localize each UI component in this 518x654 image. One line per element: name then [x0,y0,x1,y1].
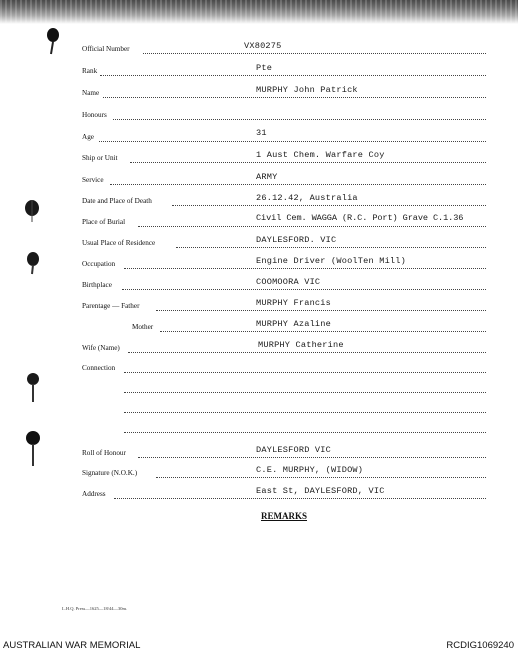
binding-hole-4 [24,370,42,404]
value-roll-of-honour: DAYLESFORD VIC [256,445,331,455]
dotted-line [130,162,486,163]
dotted-line [122,289,486,290]
value-burial: Civil Cem. WAGGA (R.C. Port) Grave C.1.36 [256,213,464,223]
label-burial: Place of Burial [82,218,126,226]
dotted-line [172,205,486,206]
remarks-heading: REMARKS [261,511,308,521]
value-rank: Pte [256,63,273,73]
label-service: Service [82,176,104,184]
dotted-line [138,226,486,227]
label-address: Address [82,490,106,498]
dotted-line [160,331,486,332]
value-service: ARMY [256,172,278,182]
dotted-line [176,247,486,248]
label-connection: Connection [82,364,116,372]
label-residence: Usual Place of Residence [82,239,156,247]
value-death: 26.12.42, Australia [256,193,358,203]
binding-hole-2 [22,196,42,226]
label-official-number: Official Number [82,45,130,53]
binding-hole-5 [24,428,42,468]
dotted-line [124,412,486,413]
dotted-line [99,141,486,142]
value-birthplace: COOMOORA VIC [256,277,321,287]
value-mother: MURPHY Azaline [256,319,331,329]
dotted-line [103,97,486,98]
label-wife: Wife (Name) [82,344,120,352]
dotted-line [124,372,486,373]
label-father: Parentage — Father [82,302,140,310]
binding-hole-1 [44,26,64,56]
footer-institution: AUSTRALIAN WAR MEMORIAL [3,640,141,651]
dotted-line [113,119,486,120]
value-address: East St, DAYLESFORD, VIC [256,486,385,496]
label-birthplace: Birthplace [82,281,112,289]
label-rank: Rank [82,67,98,75]
print-note: L.H.Q. Press—1625—18/44—30m. [62,606,128,611]
value-wife: MURPHY Catherine [258,340,344,350]
label-mother: Mother [132,323,154,331]
value-residence: DAYLESFORD. VIC [256,235,337,245]
label-occupation: Occupation [82,260,116,268]
dotted-line [124,392,486,393]
dotted-line [156,477,486,478]
dotted-line [114,498,486,499]
binding-hole-3 [24,250,42,276]
footer-record-id: RCDIG1069240 [446,640,514,651]
value-father: MURPHY Francis [256,298,331,308]
value-age: 31 [256,128,267,138]
value-signature: C.E. MURPHY, (WIDOW) [256,465,364,475]
dotted-line [124,432,486,433]
label-age: Age [82,133,94,141]
value-official-number: VX80275 [244,41,282,51]
value-ship-or-unit: 1 Aust Chem. Warfare Coy [256,150,385,160]
dotted-line [156,310,486,311]
value-name: MURPHY John Patrick [256,85,358,95]
label-roll-of-honour: Roll of Honour [82,449,126,457]
dotted-line [124,268,486,269]
label-ship-or-unit: Ship or Unit [82,154,118,162]
label-signature: Signature (N.O.K.) [82,469,138,477]
dotted-line [143,53,486,54]
label-name: Name [82,89,100,97]
dotted-line [138,457,486,458]
scan-top-edge [0,0,518,24]
dotted-line [100,75,486,76]
dotted-line [110,184,486,185]
dotted-line [128,352,486,353]
value-occupation: Engine Driver (WoolTen Mill) [256,256,406,266]
label-death: Date and Place of Death [82,197,152,205]
label-honours: Honours [82,111,107,119]
